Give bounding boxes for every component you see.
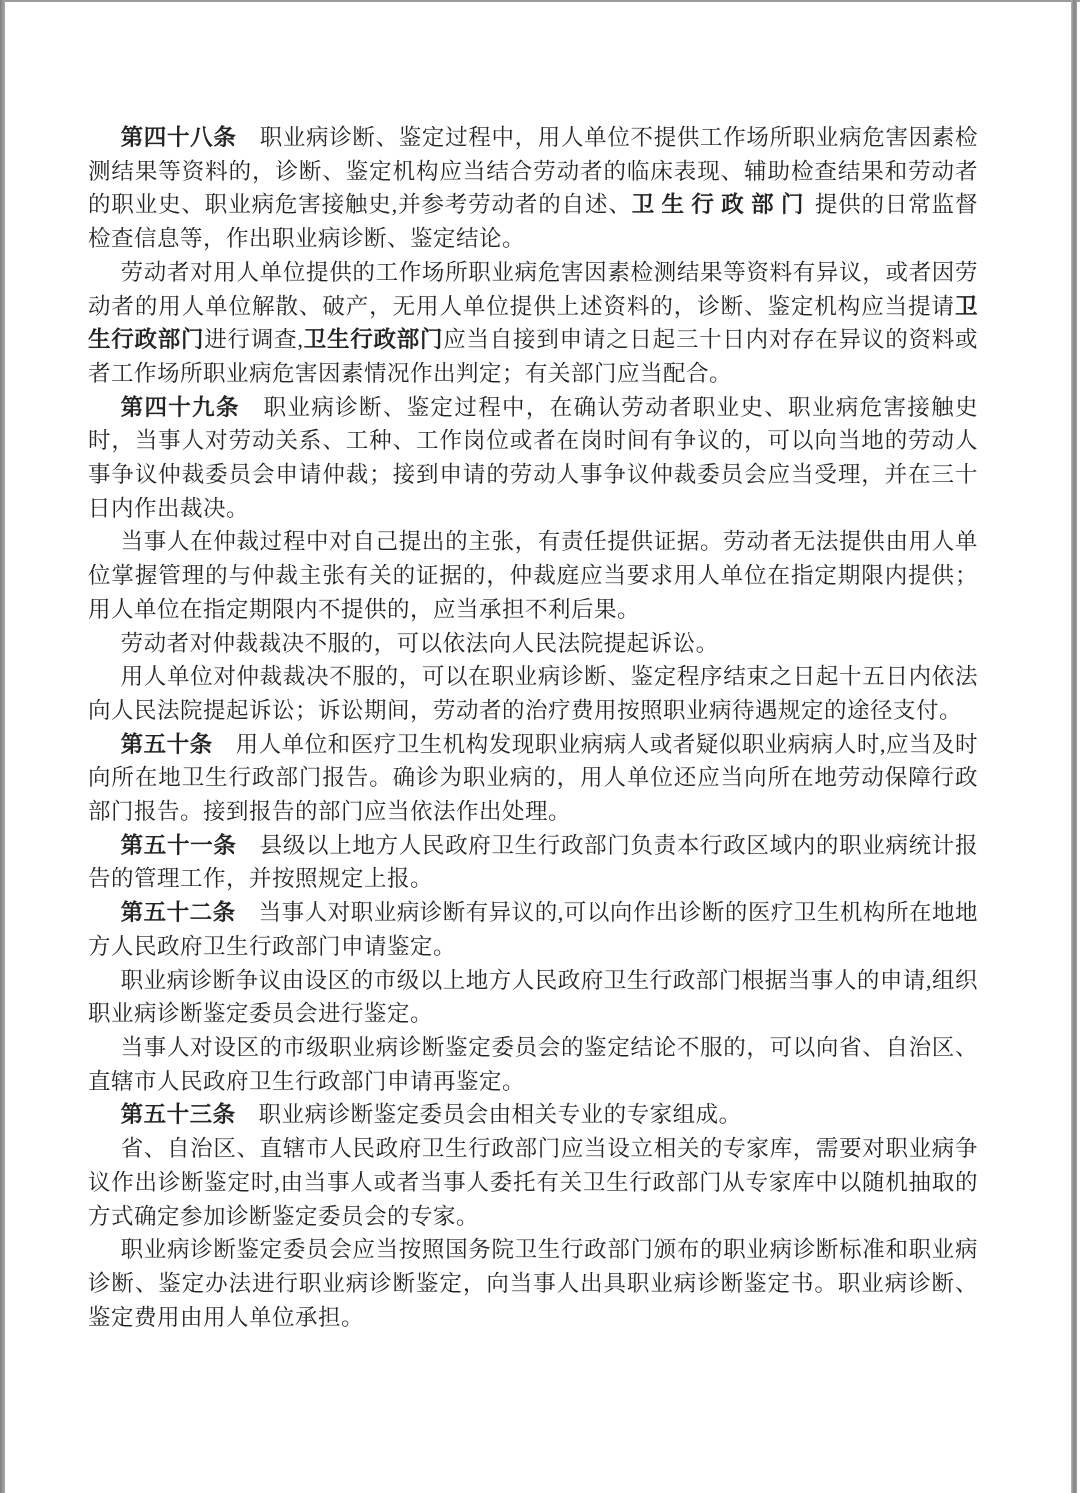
emphasis-text: 卫生行政部门	[303, 327, 444, 353]
paragraph	[88, 1031, 978, 1098]
paragraph	[88, 627, 978, 661]
paragraph	[88, 728, 978, 829]
paragraph	[88, 525, 978, 626]
body-text: 职业病诊断、鉴定过程中，用人单位不提供工作场所职业病危害因素检测结果等资料的，诊断、鉴定机构应当结合劳动者的临床表现、辅助检查结果和劳动者的职业史、职业病危害接触史,并参考劳动者的自述、	[88, 125, 978, 218]
document-body	[88, 121, 978, 1334]
body-text: 县级以上地方人民政府卫生行政部门负责本行政区域内的职业病统计报告的管理工作，并按照规定上报。	[88, 832, 978, 892]
emphasis-text: 第四十九条	[120, 394, 240, 420]
paragraph	[88, 1233, 978, 1334]
body-text: 用人单位和医疗卫生机构发现职业病病人或者疑似职业病病人时,应当及时向所在地卫生行政部门报告。确诊为职业病的，用人单位还应当向所在地劳动保障行政部门报告。接到报告的部门应当依法作出处理。	[88, 731, 978, 825]
emphasis-text: 卫生行政部门	[631, 192, 811, 218]
body-text: 当事人对职业病诊断有异议的,可以向作出诊断的医疗卫生机构所在地地方人民政府卫生行政部门申请鉴定。	[88, 900, 978, 959]
page-edge-right	[1071, 0, 1077, 1493]
emphasis-text: 第五十条	[120, 731, 213, 757]
body-text: 职业病诊断鉴定委员会由相关专业的专家组成。	[235, 1102, 742, 1128]
body-text: 提供的日常监督检查信息等，作出职业病诊断、鉴定结论。	[88, 192, 978, 252]
body-text: 进行调查,	[204, 327, 304, 353]
body-text: 职业病诊断、鉴定过程中，在确认劳动者职业史、职业病危害接触史时，当事人对劳动关系、工种、工作岗位或者在岗时间有争议的，可以向当地的劳动人事争议仲裁委员会申请仲裁；接到申请的劳动人事争议仲裁委员会应当受理，并在三十日内作出裁决。	[88, 394, 978, 521]
paragraph	[88, 391, 978, 526]
emphasis-text: 第五十三条	[120, 1102, 236, 1128]
body-text: 劳动者对用人单位提供的工作场所职业病危害因素检测结果等资料有异议，或者因劳动者的用人单位解散、破产，无用人单位提供上述资料的，诊断、鉴定机构应当提请	[88, 259, 978, 319]
paragraph	[88, 121, 978, 256]
body-text: 劳动者对仲裁裁决不服的，可以依法向人民法院提起诉讼。	[120, 630, 719, 656]
body-text: 应当自接到申请之日起三十日内对存在异议的资料或者工作场所职业病危害因素情况作出判定；有关部门应当配合。	[88, 327, 978, 386]
body-text: 当事人对设区的市级职业病诊断鉴定委员会的鉴定结论不服的，可以向省、自治区、直辖市人民政府卫生行政部门申请再鉴定。	[88, 1034, 978, 1094]
paragraph	[88, 964, 978, 1031]
paragraph	[88, 256, 978, 391]
body-text: 省、自治区、直辖市人民政府卫生行政部门应当设立相关的专家库，需要对职业病争议作出诊断鉴定时,由当事人或者当事人委托有关卫生行政部门从专家库中以随机抽取的方式确定参加诊断鉴定委员会的专家。	[88, 1136, 978, 1229]
paragraph	[88, 1098, 978, 1132]
paragraph	[88, 829, 978, 896]
body-text: 职业病诊断鉴定委员会应当按照国务院卫生行政部门颁布的职业病诊断标准和职业病诊断、鉴定办法进行职业病诊断鉴定，向当事人出具职业病诊断鉴定书。职业病诊断、鉴定费用由用人单位承担。	[88, 1237, 978, 1330]
page-edge-left	[0, 0, 5, 1493]
emphasis-text: 第五十一条	[120, 832, 237, 858]
body-text: 用人单位对仲裁裁决不服的，可以在职业病诊断、鉴定程序结束之日起十五日内依法向人民法院提起诉讼；诉讼期间，劳动者的治疗费用按照职业病待遇规定的途径支付。	[88, 664, 978, 723]
emphasis-text: 第四十八条	[120, 125, 237, 150]
paragraph	[88, 660, 978, 727]
emphasis-text: 第五十二条	[120, 900, 236, 926]
page-edge-top	[0, 0, 1080, 2]
body-text: 当事人在仲裁过程中对自己提出的主张，有责任提供证据。劳动者无法提供由用人单位掌握管理的与仲裁主张有关的证据的，仲裁庭应当要求用人单位在指定期限内提供；用人单位在指定期限内不提供的，应当承担不利后果。	[88, 529, 978, 622]
body-text: 职业病诊断争议由设区的市级以上地方人民政府卫生行政部门根据当事人的申请,组织职业病诊断鉴定委员会进行鉴定。	[88, 967, 978, 1027]
paragraph	[88, 896, 978, 963]
emphasis-text: 卫生行政部门	[88, 293, 978, 353]
paragraph	[88, 1132, 978, 1233]
